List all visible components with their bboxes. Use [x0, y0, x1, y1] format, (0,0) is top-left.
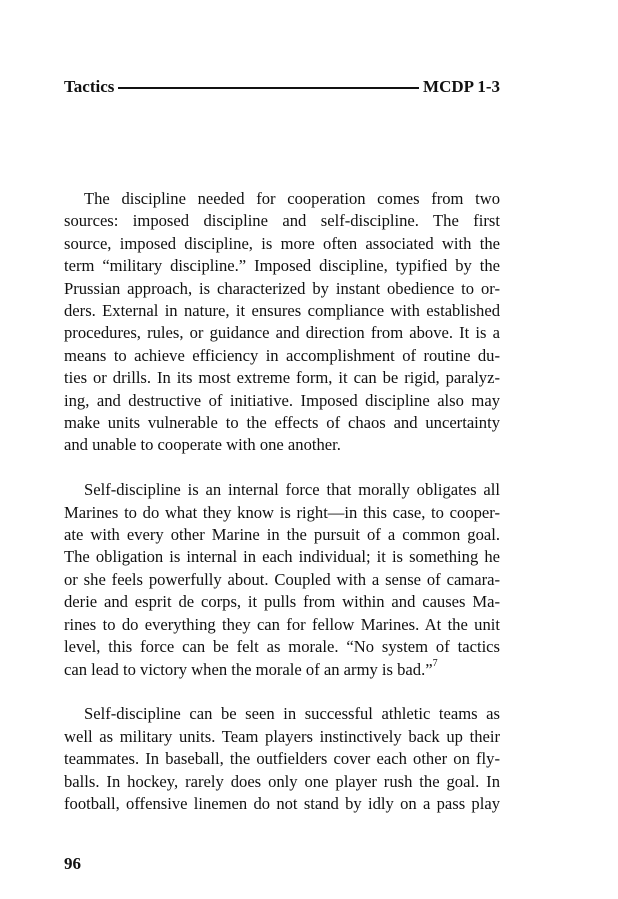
text-line: procedures, rules, or guidance and direction from above. It is a	[64, 323, 500, 343]
text-line: ing, and destructive of initiative. Imposed discipline also may	[64, 390, 500, 410]
paragraph-3	[64, 703, 500, 815]
text-line: teammates. In baseball, the outfielders cover each other on fly-	[64, 749, 500, 769]
header-rule	[118, 87, 419, 89]
text-line: Self-discipline can be seen in successful athletic teams as	[84, 704, 500, 724]
text-line: The obligation is internal in each individual; it is something he	[64, 547, 500, 567]
footnote-marker: 7	[432, 657, 438, 669]
paragraph-2	[64, 479, 500, 681]
text-line: Marines to do what they know is right—in this case, to cooper-	[64, 502, 500, 522]
header-publication-id: MCDP 1-3	[423, 77, 500, 96]
text-line: rines to do everything they can for fellow Marines. At the unit	[64, 614, 500, 634]
header-section-title: Tactics	[64, 77, 115, 96]
text-line: make units vulnerable to the effects of chaos and uncertainty	[64, 413, 500, 433]
text-line: or she feels powerfully about. Coupled with a sense of camara-	[64, 569, 500, 589]
text-line: Self-discipline is an internal force that morally obligates all	[84, 480, 500, 500]
text-line: ders. External in nature, it ensures compliance with established	[64, 301, 500, 321]
text-line: ties or drills. In its most extreme form, it can be rigid, paralyz-	[64, 368, 500, 388]
text-line: The discipline needed for cooperation comes from two	[84, 189, 500, 208]
paragraph-1	[64, 188, 500, 457]
body-text	[64, 188, 500, 838]
text-line: derie and esprit de corps, it pulls from within and causes Ma-	[64, 592, 500, 612]
page-number: 96	[64, 854, 81, 873]
text-line-with-footnote	[64, 659, 500, 681]
text-line: and unable to cooperate with one another.	[64, 435, 341, 455]
text-line: well as military units. Team players instinctively back up their	[64, 726, 500, 746]
text-line: can lead to victory when the morale of an army is bad.”	[64, 659, 433, 679]
text-line: source, imposed discipline, is more often associated with the	[64, 233, 500, 253]
text-line: football, offensive linemen do not stand by idly on a pass play	[64, 793, 500, 813]
text-line: sources: imposed discipline and self-discipline. The first	[64, 211, 500, 231]
text-line: Prussian approach, is characterized by instant obedience to or-	[64, 278, 500, 298]
text-line: term “military discipline.” Imposed discipline, typified by the	[64, 256, 500, 276]
running-header	[64, 76, 500, 98]
text-line: means to achieve efficiency in accomplishment of routine du-	[64, 345, 500, 365]
text-line: balls. In hockey, rarely does only one player rush the goal. In	[64, 771, 500, 791]
text-line: ate with every other Marine in the pursuit of a common goal.	[64, 525, 500, 545]
text-line: level, this force can be felt as morale. “No system of tactics	[64, 637, 500, 657]
